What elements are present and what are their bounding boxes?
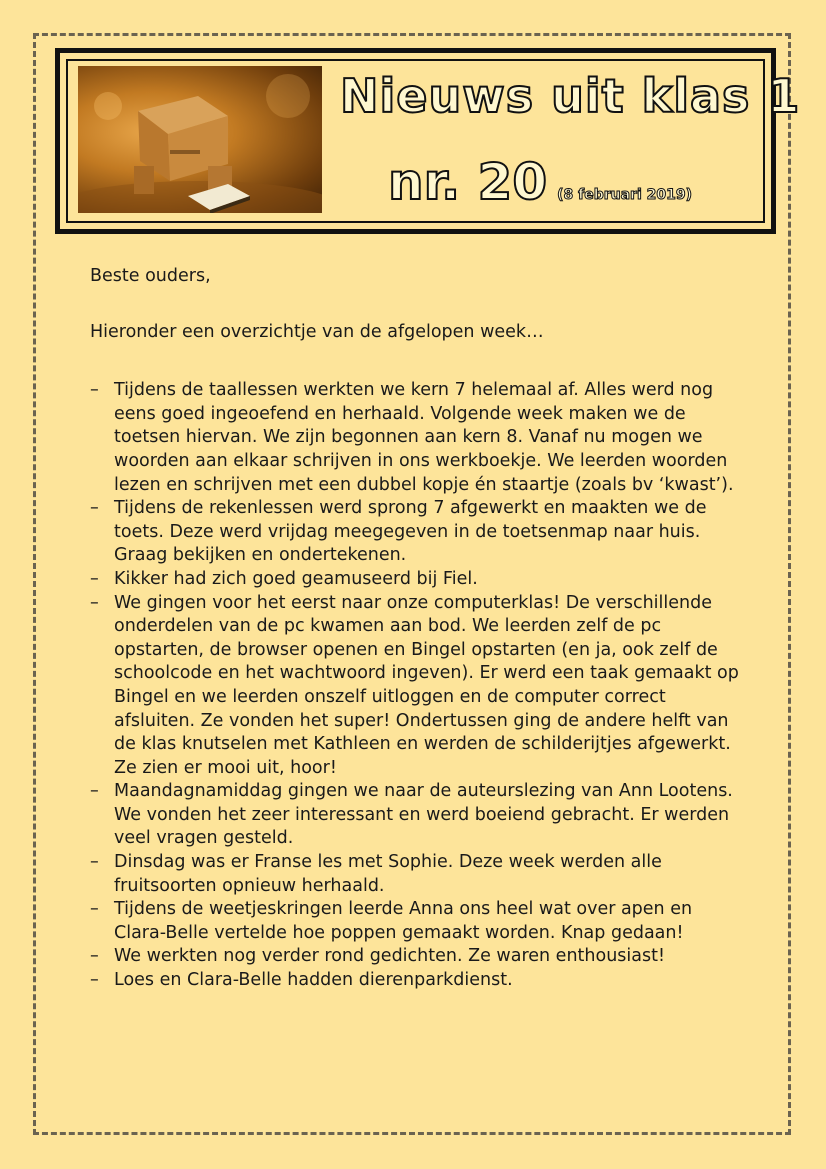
cardboard-figure-reading-illustration	[78, 66, 322, 213]
header-box	[55, 48, 801, 234]
bullet-dash: –	[90, 592, 99, 613]
issue-number: nr. 20	[388, 153, 548, 211]
bullet-dash: –	[90, 970, 99, 991]
list-item-text: We werkten nog verder rond gedichten. Ze waren enthousiast!	[114, 946, 665, 967]
list-item	[90, 568, 740, 592]
list-item-text: Tijdens de weetjeskringen leerde Anna ons heel wat over apen en Clara-Belle vertelde hoe poppen gemaakt worden. Knap gedaan!	[114, 899, 693, 943]
list-item-text: Dinsdag was er Franse les met Sophie. Deze week werden alle fruitsoorten opnieuw herhaald.	[114, 852, 662, 896]
list-item-text: Tijdens de taallessen werkten we kern 7 helemaal af. Alles werd nog eens goed ingeoefend en herhaald. Volgende week maken we de toetsen hiervan. We zijn begonnen aan kern 8. Vanaf nu mogen we woorden aan elkaar schrijven in ons werkboekje. We leerden woorden lezen en schrijven met een dubbel kopje én staartje (zoals bv ‘kwast’).	[114, 380, 734, 495]
list-item	[90, 898, 740, 945]
intro-text: Hieronder een overzichtje van de afgelopen week…	[90, 321, 544, 342]
bullet-dash: –	[90, 568, 99, 589]
list-item	[90, 379, 740, 497]
bullet-dash: –	[90, 899, 99, 920]
list-item-text: Maandagnamiddag gingen we naar de auteurslezing van Ann Lootens. We vonden het zeer interessant en werd boeiend gebracht. Er werden veel vragen gesteld.	[114, 781, 733, 849]
header-inner-frame	[66, 59, 801, 223]
bullet-dash: –	[90, 852, 99, 873]
list-item	[90, 945, 740, 969]
list-item-text: Loes en Clara-Belle hadden dierenparkdienst.	[114, 970, 513, 991]
list-item-text: Tijdens de rekenlessen werd sprong 7 afgewerkt en maakten we de toets. Deze werd vrijdag meegegeven in de toetsenmap naar huis. Graag bekijken en ondertekenen.	[114, 498, 707, 566]
news-list	[90, 379, 740, 992]
list-item	[90, 497, 740, 568]
list-item	[90, 592, 740, 781]
bullet-dash: –	[90, 781, 99, 802]
bullet-dash: –	[90, 498, 99, 519]
list-item	[90, 851, 740, 898]
issue-date: (8 februari 2019)	[557, 186, 692, 203]
greeting: Beste ouders,	[90, 266, 211, 286]
list-item-text: Kikker had zich goed geamuseerd bij Fiel.	[114, 568, 478, 589]
header-photo	[78, 66, 322, 213]
bullet-dash: –	[90, 380, 99, 401]
list-item	[90, 969, 740, 993]
issue-line	[388, 153, 692, 211]
letter-body	[90, 265, 740, 993]
list-item	[90, 780, 740, 851]
list-item-text: We gingen voor het eerst naar onze computerklas! De verschillende onderdelen van de pc kwamen aan bod. We leerden zelf de pc opstarten, de browser openen en Bingel opstarten (en ja, ook zelf de schoolcode en het wachtwoord ingeven). Er werd een taak gemaakt op Bingel en we leerden onszelf uitloggen en de computer correct afsluiten. Ze vonden het super! Ondertussen ging de andere helft van de klas knutselen met Kathleen en werden de schilderijtjes afgewerkt. Ze zien er mooi uit, hoor!	[114, 592, 739, 778]
newsletter-title: Nieuws uit klas 1	[340, 69, 801, 123]
bullet-dash: –	[90, 946, 99, 967]
